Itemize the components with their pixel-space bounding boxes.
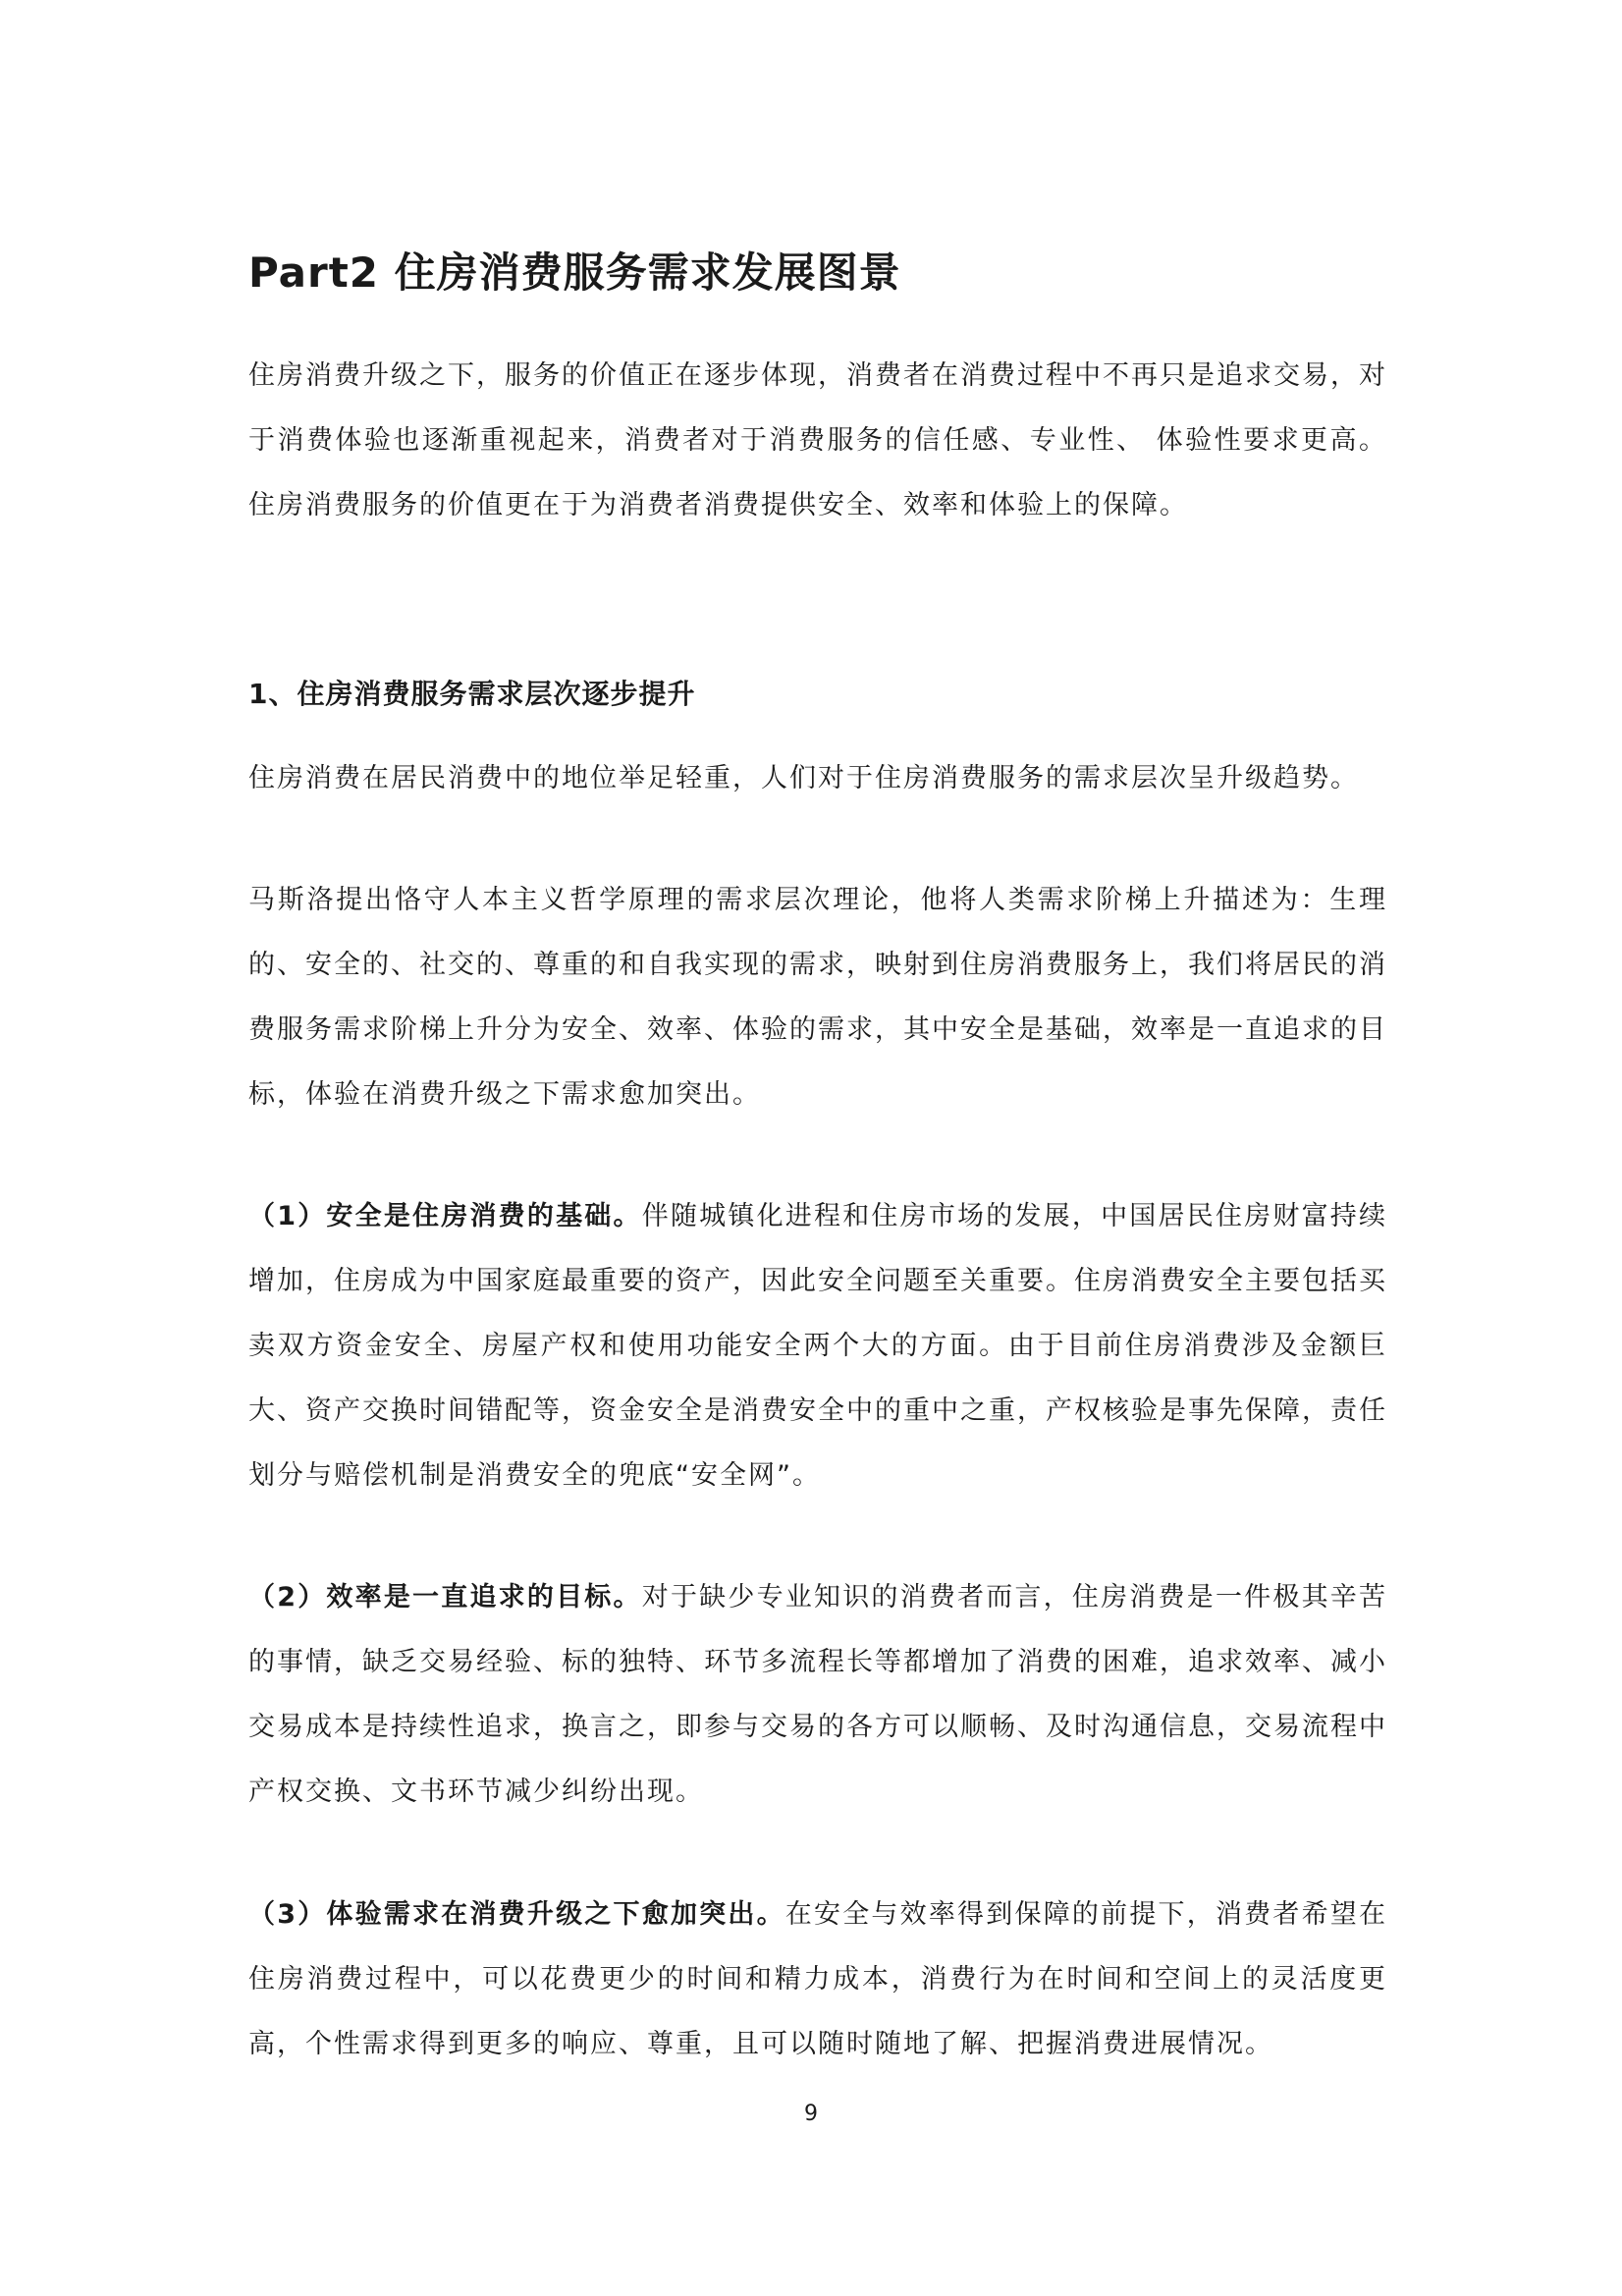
experience-text: 在安全与效率得到保障的前提下，消费者希望在住房消费过程中，可以花费更少的时间和精力成本，消费行为在时间和空间上的灵活度更高，个性需求得到更多的响应、尊重，且可以随时随地了解、把握消费进展情况。	[248, 1899, 1388, 2059]
section-heading: 1、住房消费服务需求层次逐步提升	[248, 678, 696, 711]
section-lead-paragraph: 住房消费在居民消费中的地位举足轻重，人们对于住房消费服务的需求层次呈升级趋势。	[248, 763, 1359, 793]
intro-paragraph: 住房消费升级之下，服务的价值正在逐步体现，消费者在消费过程中不再只是追求交易，对于消费体验也逐渐重视起来，消费者对于消费服务的信任感、专业性、 体验性要求更高。住房消费服务的价值更在于为消费者消费提供安全、效率和体验上的保障。	[248, 360, 1387, 520]
security-paragraph	[248, 1184, 1387, 1508]
page-number: 9	[804, 2102, 818, 2126]
experience-lead: （3）体验需求在消费升级之下愈加突出。	[248, 1899, 785, 1930]
efficiency-text: 对于缺少专业知识的消费者而言，住房消费是一件极其辛苦的事情，缺乏交易经验、标的独特、环节多流程长等都增加了消费的困难，追求效率、减小交易成本是持续性追求，换言之，即参与交易的各方可以顺畅、及时沟通信息，交易流程中产权交换、文书环节减少纠纷出现。	[248, 1582, 1387, 1807]
security-lead: （1）安全是住房消费的基础。	[248, 1201, 642, 1231]
page-title: Part2 住房消费服务需求发展图景	[248, 248, 901, 298]
experience-paragraph	[248, 1883, 1387, 2077]
efficiency-lead: （2）效率是一直追求的目标。	[248, 1582, 642, 1613]
maslow-paragraph: 马斯洛提出恪守人本主义哲学原理的需求层次理论，他将人类需求阶梯上升描述为：生理的、安全的、社交的、尊重的和自我实现的需求，映射到住房消费服务上，我们将居民的消费服务需求阶梯上升分为安全、效率、体验的需求，其中安全是基础，效率是一直追求的目标，体验在消费升级之下需求愈加突出。	[248, 885, 1387, 1110]
efficiency-paragraph	[248, 1565, 1387, 1825]
security-text: 伴随城镇化进程和住房市场的发展，中国居民住房财富持续增加，住房成为中国家庭最重要的资产，因此安全问题至关重要。住房消费安全主要包括买卖双方资金安全、房屋产权和使用功能安全两个大的方面。由于目前住房消费涉及金额巨大、资产交换时间错配等，资金安全是消费安全中的重中之重，产权核验是事先保障，责任划分与赔偿机制是消费安全的兜底“安全网”。	[248, 1201, 1387, 1491]
